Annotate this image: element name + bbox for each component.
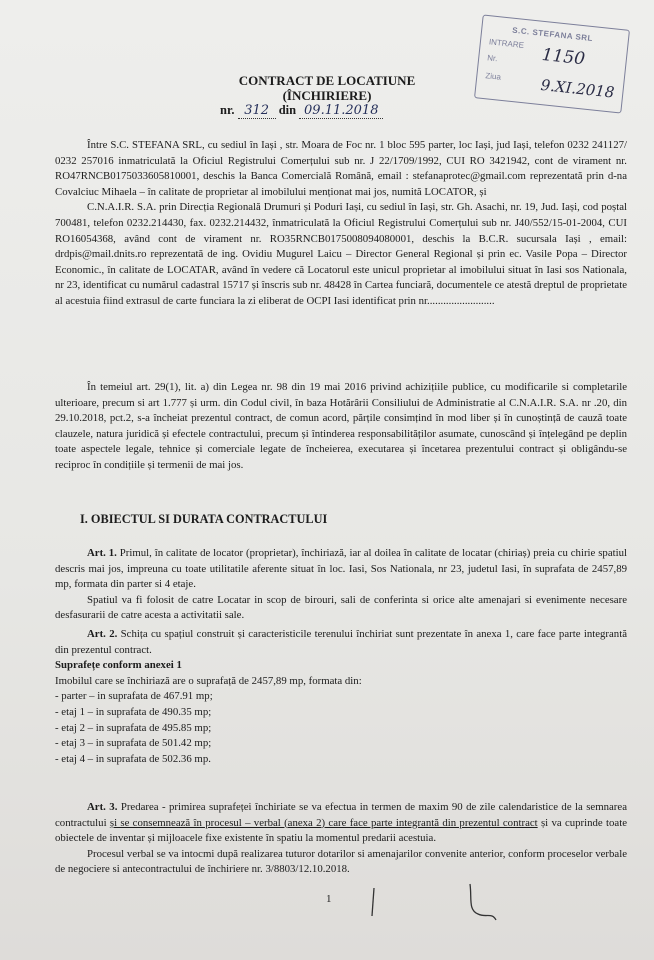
art2-intro: Imobilul care se închiriază are o suprafață de 2457,89 mp, formata din:	[55, 674, 362, 687]
art1-usage: Spatiul va fi folosit de catre Locatar in scop de birouri, sali de conferinta si orice alte amenajari si evenimente necesare desfasurarii de catre acesta a activitatii sale.	[55, 593, 627, 622]
stamp-label-ziua: Ziua	[484, 71, 502, 82]
list-item: - etaj 4 – in suprafata de 502.36 mp.	[55, 752, 211, 765]
article-3	[55, 800, 627, 878]
party-locatar: C.N.A.I.R. S.A. prin Direcția Regională Drumuri și Poduri Iași, cu sediul în Iași, str. Gh. Asachi, nr. 19, Jud. Iași, cod poștal 700481, telefon 0232.214430, fax. 0232.214432, înmatriculată la Oficiul Registrului Comerțului sub nr. J40/552/15-01-2004, CUI RO16054368, având cont de virament nr. RO35RNCB0175008094080001, deschis la B.C.R. sucursala Iași , email: drdpis@mail.dnits.ro reprezentată de ing. Ovidiu Mugurel Laicu – Director General Regional și prin ec. Vasile Popa – Director Economic., în calitate de LOCATAR, având în vedere că Locatorul este unicul proprietar al imobilului situat în Iasi sos Nationala, nr 23, identificat cu numărul cadastral 15717 și înscris sub nr. 48428 în Cartea funciară, documentele ce atestă dreptul de proprietate al acestuia fiind extrasul de carte funciara la zi eliberat de OCPI Iasi identificat prin nr.........................	[55, 201, 627, 307]
contract-number-line	[220, 103, 383, 119]
contract-subtitle: (ÎNCHIRIERE)	[282, 88, 372, 103]
art1-label: Art. 1.	[87, 547, 117, 559]
art3-verbal-process: Procesul verbal se va intocmi după realizarea tuturor dotarilor si amenajarilor convenite anterior, conform proceselor verbale de negociere si antecontractului de închiriere nr. 3/8803/12.10.2018.	[55, 847, 627, 876]
nr-label: nr.	[220, 103, 235, 117]
list-item: - parter – in suprafata de 467.91 mp;	[55, 690, 213, 703]
date-label: din	[278, 103, 297, 117]
contract-date: 09.11.2018	[304, 103, 379, 118]
art2-text: Schița cu spațiul construit și caracteristicile terenului închiriat sunt prezentate în anexa 1, care face parte integrantă din prezentul contract.	[55, 628, 628, 656]
page-number: 1	[326, 893, 332, 905]
stamp-handwritten-number: 1150	[540, 44, 586, 70]
parties-block	[55, 138, 627, 310]
contract-number: 312	[244, 103, 270, 118]
legal-basis-text: În temeiul art. 29(1), lit. a) din Legea nr. 98 din 19 mai 2016 privind achizițiile publice, cu modificarile si completarile ulterioare, precum si art 1.777 și urm. din Codul civil, în baza Hotărârii Consiliului de Administratie al C.N.A.I.R. S.A. nr .20, din 29.10.2018, pct.2, s-a încheiat prezentul contract, de comun acord, părțile consimțind în mod liber și în cunoștință de cauză toate clauzele, natura juridică și efectele contractului, precum și întinderea responsabilităților asumate, cunoscând și înțelegând pe deplin toate aspectele legale, tehnice și comerciale legate de încheierea, executarea și încetarea prezentului contract și obligându-se reciproc în condițiile și termenii de mai jos.	[55, 381, 627, 471]
article-1	[55, 546, 627, 624]
initials-signature	[360, 880, 510, 930]
list-item: - etaj 1 – in suprafata de 490.35 mp;	[55, 705, 212, 718]
party-locator: Între S.C. STEFANA SRL, cu sediul în Iași , str. Moara de Foc nr. 1 bloc 595 parter, loc Iași, jud Iași, telefon 0232 241127/ 0232 257016 inmatriculată la Oficiul Registrului Comerțului sub nr. J 22/1709/1992, CUI RO 3421942, cont de virament nr. RO47RNCB0175033605810001, deschis la Banca Comercială Română, email : stefanaprotec@gmail.com reprezentată prin d-na Covalciuc Mihaela – în calitate de proprietar al imobilului menționat mai jos, numită LOCATOR, și	[55, 139, 627, 198]
art3-text-a: Predarea - primirea suprafeței închiriate se va efectua in termen de maxim 90 de zile calendaristice de la semnarea contractului	[55, 801, 627, 829]
legal-basis-block	[55, 380, 627, 474]
stamp-label-nr: Nr.	[486, 53, 498, 64]
contract-title: CONTRACT DE LOCATIUNE	[238, 73, 416, 88]
art3-text-underlined: și se consemnează în procesul – verbal (anexa 2) care face parte integrantă din prezentul contract	[109, 816, 538, 829]
art2-heading: Suprafețe conform anexei 1	[55, 659, 182, 672]
list-item: - etaj 2 – in suprafata de 495.85 mp;	[55, 721, 212, 734]
art2-label: Art. 2.	[87, 628, 118, 640]
section-heading-object: I. OBIECTUL SI DURATA CONTRACTULUI	[80, 512, 328, 526]
art3-text-b: și va cuprinde toate obiectele de inventar și mijloacele fixe existente în spatiu la momentul predarii acestuia.	[55, 816, 628, 845]
stamp-label-intrare: INTRARE	[488, 37, 525, 50]
floor-area-list	[55, 689, 627, 767]
stamp-handwritten-date: 9.XI.2018	[539, 75, 616, 102]
art3-label: Art. 3.	[87, 801, 118, 813]
article-2	[55, 627, 627, 767]
art1-text: Primul, în calitate de locator (proprietar), închiriază, iar al doilea în calitate de locatar (chiriaș) preia cu chirie spatiul descris mai jos, impreuna cu toate utilitatile aferente situat în loc. Iasi, Sos Nationala, nr 23, judetul Iasi, în suprafata de 2457,89 mp, formata din parter si 4 etaje.	[55, 547, 628, 591]
list-item: - etaj 3 – in suprafata de 501.42 mp;	[55, 737, 212, 750]
stamp-company: S.C. STEFANA SRL	[511, 25, 594, 44]
